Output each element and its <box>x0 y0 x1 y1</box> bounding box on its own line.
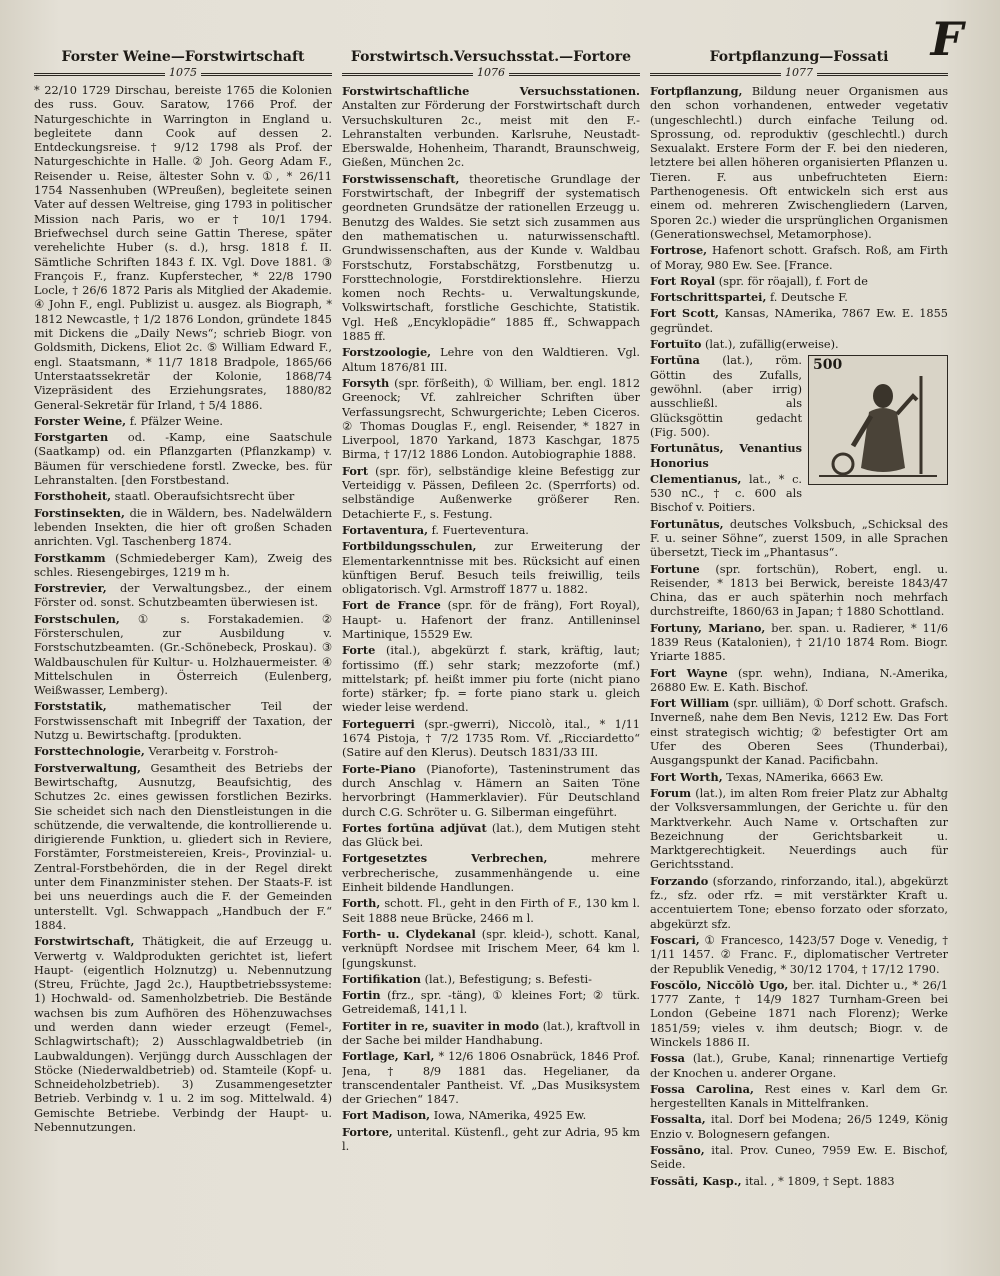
dictionary-entry <box>650 696 948 768</box>
dictionary-entry <box>342 376 640 463</box>
entry-headword: Fortunātus, <box>650 516 724 531</box>
dictionary-entry <box>342 1108 640 1123</box>
dictionary-entry <box>34 699 332 743</box>
dictionary-entry <box>650 274 948 289</box>
entry-text: (sforzando, rinforzando, ital.), abgekürzt fz., sfz. oder rfz. = mit verstärkter Kraft u. accentuiertem Tone; ebenso forzato oder sforzato, abgekürzt sfz. <box>650 874 948 931</box>
entry-headword: Forstkamm <box>34 550 106 565</box>
dictionary-entry <box>34 506 332 550</box>
entry-text: ber. span. u. Radierer, * 11/6 1839 Reus (Katalonien), † 21/10 1874 Rom. Biogr. Yriarte 1885. <box>650 621 948 664</box>
entry-text: mehrere verbrecherische, zusammenhängende u. eine Einheit bildende Handlungen. <box>342 852 640 895</box>
column-header: Forster Weine—Forstwirtschaft <box>61 49 305 65</box>
dictionary-entry <box>650 1174 948 1189</box>
entry-headword: Fortpflanzung, <box>650 84 743 98</box>
dictionary-entry <box>342 988 640 1018</box>
column-header: Forstwirtsch.Versuchsstat.—Fortore <box>350 49 632 65</box>
entry-headword: Fossa Carolina, <box>650 1081 754 1096</box>
entry-headword: Forum <box>650 785 692 800</box>
entry-text: (lat.), dem Mutigen steht das Glück bei. <box>342 821 640 850</box>
page-number: 1076 <box>473 67 509 79</box>
entry-text: (Schmiedeberger Kam), Zweig des schles. Riesengebirges, 1219 m h. <box>34 551 332 579</box>
dictionary-entry <box>650 1051 948 1081</box>
page-number-rule <box>342 68 640 80</box>
dictionary-entry <box>650 562 948 620</box>
dictionary-entry <box>650 243 948 273</box>
entry-headword: Fort Royal <box>650 273 716 288</box>
entry-headword: Fortiter in re, suaviter in modo <box>342 1018 540 1033</box>
entry-headword: Forststatik, <box>34 699 107 714</box>
entry-text: (spr. för), selbständige kleine Befestigg zur Verteidigg v. Pässen, Defileen 2c. (Sperrforts) od. selbständige Außenwerke größerer Ren. Detachierte F., s. Festung. <box>342 464 640 521</box>
entry-text: Thätigkeit, die auf Erzeugg u. Verwertg v. Waldprodukten gerichtet ist, liefert Haupt- (eigentlich Holznutzg) u. Nebennutzung (Streu, Früchte, Jagd 2c.), Hauptbetriebssysteme: 1) Hochwald- od. Samenholzbetrieb. Die Bestände wachsen bis zum Aufhören des Höhenzuwachses und werden dann wieder erzeugt (Femel-, Schlagwirtschaft); 2) Ausschlagwaldbetrieb (in Laubwaldungen). Verjüngg durch Ausschlagen der Stöcke (Niederwaldbetrieb) od. Stamteile (Kopf- u. Schneideholzbetrieb). 3) Zusammengesetzter Betrieb. Verbindg v. 1 u. 2 im sog. Mittelwald. 4) Gemischte Betriebe. Verbindg der Haupt- u. Nebennutzungen. <box>34 935 332 1135</box>
dictionary-entry <box>342 1125 640 1155</box>
dictionary-entry <box>342 1019 640 1049</box>
entry-headword: Fort de France <box>342 598 441 613</box>
entry-text: Gesamtheit des Betriebs der Bewirtschaftg, Ausnutzg, Beaufsichtig, des Schutzes 2c. eines gewissen forstlichen Bezirks. Sie scheidet sich nach den Dienstleistungen in die schützende, die verwaltende, die kontrollierende u. dirigierende Funktion, u. gliedert sich in Reviere, Forstämter, Forstmeistereien, Kreis-, Provinzial- u. Zentral-Forstbehörden, die in der Regel direkt unter dem Finanzminister stehen. Der Staats-F. ist bei uns neuerdings auch die F. der Gemeinden unterstellt. Vgl. Schwappach „Handbuch der F.“ 1884. <box>34 761 332 932</box>
entry-headword: Fort <box>342 463 369 478</box>
dictionary-entry <box>650 933 948 977</box>
dictionary-entry <box>34 489 332 504</box>
page-number-rule <box>650 68 948 80</box>
entry-list <box>342 84 640 1154</box>
entry-headword: Fortgesetztes Verbrechen, <box>342 851 548 866</box>
fortuna-figure <box>808 355 948 485</box>
dictionary-entry <box>342 172 640 345</box>
entry-text: f. Fuerteventura. <box>431 523 529 537</box>
dictionary-entry <box>650 666 948 696</box>
entry-text: (spr. fortschün), Robert, engl. u. Reisender, * 1813 bei Berwick, bereiste 1843/47 China, das er auch späterhin noch mehrfach durchstreifte, 1860/63 in Japan; † 1880 Schottland. <box>650 562 948 619</box>
entry-text: Bildung neuer Organismen aus den schon vorhandenen, entweder vegetativ (ungeschlechtl.) durch einfache Teilung od. Sprossung, od. reproduktiv (geschlechtl.) durch Sexualakt. Erstere Form der F. bei den niederen, letztere bei allen höheren organisierten Pflanzen u. Tieren. F. aus unbefruchteten Eiern: Parthenogenesis. Oft entwickeln sich erst aus einem od. mehreren Zwischengliedern (Larven, Sporen 2c.) wieder die ursprünglichen Organismen (Generationswechsel, Metamorphose). <box>650 85 948 241</box>
dictionary-entry <box>342 972 640 987</box>
entry-text: ital. Prov. Cuneo, 7959 Ew. E. Bischof, Seide. <box>650 1144 948 1172</box>
dictionary-entry <box>650 290 948 305</box>
entry-headword: Forsthoheit, <box>34 489 112 504</box>
entry-headword: Forstinsekten, <box>34 505 125 520</box>
dictionary-entry <box>650 874 948 932</box>
dictionary-entry <box>650 786 948 873</box>
dictionary-entry <box>342 345 640 375</box>
entry-headword: Forte-Piano <box>342 761 416 776</box>
dictionary-entry <box>342 927 640 971</box>
entry-text: (spr. wehn), Indiana, N.-Amerika, 26880 Ew. E. Kath. Bischof. <box>650 666 948 694</box>
entry-headword: Fortuĭto <box>650 337 702 352</box>
dictionary-entry <box>342 84 640 171</box>
entry-headword: Forstwirtschaftliche Versuchsstationen. <box>342 84 640 98</box>
entry-text: (spr. förßeith), ① William, ber. engl. 1812 Greenock; Vf. zahlreicher Schriften über Verfassungsrecht, Schwurgerichte; Leben Ciceros. ② Thomas Douglas F., engl. Reisender, * 1827 in Liverpool, 1870 Yarkand, 1873 Kaschgar, 1875 Birma, † 17/12 1886 London. Autobiographie 1888. <box>342 376 640 462</box>
dictionary-entry <box>34 934 332 1135</box>
entry-headword: Forstrevier, <box>34 581 107 596</box>
entry-headword: Fortes fortūna adjŭvat <box>342 820 487 835</box>
entry-text: Verarbeitg v. Forstroh- <box>148 745 278 759</box>
dictionary-entry <box>34 612 332 699</box>
entry-headword: Fossāno, <box>650 1143 705 1158</box>
page-number: 1077 <box>781 67 817 79</box>
page-number-rule <box>34 68 332 80</box>
entry-headword: Forstgarten <box>34 430 109 445</box>
entry-text: ① s. Forstakademien. ② Försterschulen, zur Ausbildung v. Forstschutzbeamten. (Gr.-Schönebeck, Proskau). ③ Waldbauschulen für Kultur- u. Holzhauermeister. ④ Mittelschulen in Österreich (Eulenberg, Weißwasser, Lemberg). <box>34 612 332 698</box>
entry-text: (Pianoforte), Tasteninstrument das durch Anschlag v. Hämern an Saiten Töne hervorbringt (Hammerklavier). Für Deutschland durch C.G. Schröter u. G. Silberman eingeführt. <box>342 762 640 819</box>
section-letter: F <box>930 12 964 66</box>
dictionary-entry <box>650 353 948 440</box>
dictionary-entry <box>342 896 640 926</box>
dictionary-entry <box>650 621 948 665</box>
entry-text: schott. Fl., geht in den Firth of F., 130 km l. Seit 1888 neue Brücke, 2466 m l. <box>342 897 640 925</box>
entry-text: Rest eines v. Karl dem Gr. hergestellten Kanals in Mittelfranken. <box>650 1082 948 1111</box>
entry-headword: Fossāti, Kasp., <box>650 1173 742 1188</box>
entry-text: ① Francesco, 1423/57 Doge v. Venedig, † 1/11 1457. ② Franc. F., diplomatischer Vertreter der Republik Venedig, * 30/12 1704, † 17/12 1790. <box>650 933 948 976</box>
entry-text: * 12/6 1806 Osnabrück, 1846 Prof. Jena, † 8/9 1881 das. Hegelianer, da transcendentaler Pantheist. Vf. „Das Musiksystem der Griechen“ 1847. <box>342 1050 640 1107</box>
entry-text: Texas, NAmerika, 6663 Ew. <box>726 770 884 784</box>
dictionary-entry <box>34 430 332 488</box>
entry-headword: Forteguerri <box>342 716 415 731</box>
dictionary-entry <box>342 539 640 597</box>
dictionary-entry <box>650 1082 948 1112</box>
entry-text: staatl. Oberaufsichtsrecht über <box>114 490 295 504</box>
entry-headword: Fortbildungsschulen, <box>342 539 477 554</box>
dictionary-entry <box>650 337 948 352</box>
dictionary-entry <box>34 414 332 429</box>
dictionary-entry <box>650 770 948 785</box>
entry-text: (spr. kleid-), schott. Kanal, verknüpft Nordsee mit Irischem Meer, 64 km l. [gungskunst. <box>342 927 640 970</box>
entry-text: (lat.), Befestigung; s. Befesti- <box>424 972 592 986</box>
entry-text: (spr.-gwerri), Niccolò, ital., * 1/11 1674 Pistoja, † 7/2 1735 Rom. Vf. „Ricciardetto“ (Satire auf den Klerus). Deutsch 1831/33 III. <box>342 717 640 760</box>
entry-list <box>650 84 948 1189</box>
entry-headword: Fortunātus, Venantius Honorius Clementianus, <box>650 441 802 486</box>
entry-headword: Fortaventura, <box>342 522 429 537</box>
entry-headword: Fortifikation <box>342 971 422 986</box>
column-1 <box>34 48 332 1262</box>
entry-headword: Forster Weine, <box>34 413 127 428</box>
dictionary-entry <box>650 84 948 242</box>
entry-text: f. Deutsche F. <box>770 291 848 305</box>
entry-text: (spr. för röajall), f. Fort de <box>718 274 868 288</box>
entry-text: Lehre von den Waldtieren. Vgl. Altum 1876/81 III. <box>342 346 640 374</box>
dictionary-entry <box>650 517 948 561</box>
entry-text: od. -Kamp, eine Saatschule (Saatkamp) od. ein Pflanzgarten (Pflanzkamp) v. Bäumen für verschiedene forstl. Zwecke, bes. für Lehranstalten. [den Forstbestand. <box>34 431 332 488</box>
column-3 <box>650 48 948 1262</box>
dictionary-entry <box>34 551 332 581</box>
dictionary-entry <box>342 523 640 538</box>
entry-text: Anstalten zur Förderung der Forstwirtschaft durch Versuchskulturen 2c., meist mit den F.-Lehranstalten verbunden. Karlsruhe, Neustadt-Eberswalde, Hohenheim, Tharandt, Braunschweig, Gießen, München 2c. <box>342 99 640 170</box>
dictionary-entry <box>342 717 640 761</box>
dictionary-entry <box>34 84 332 413</box>
entry-headword: Fossalta, <box>650 1112 706 1127</box>
entry-text: f. Pfälzer Weine. <box>129 414 223 428</box>
dictionary-entry <box>342 598 640 642</box>
entry-text: Iowa, NAmerika, 4925 Ew. <box>433 1109 587 1123</box>
dictionary-entry <box>342 762 640 820</box>
dictionary-entry <box>342 851 640 895</box>
entry-text: ital. Dorf bei Modena; 26/5 1249, König Enzio v. Bolognesern gefangen. <box>650 1113 948 1141</box>
dictionary-entry <box>342 643 640 715</box>
entry-text: die in Wäldern, bes. Nadelwäldern lebenden Insekten, die hier oft großen Schaden anrichten. Vgl. Taschenberg 1874. <box>34 506 332 549</box>
entry-text: deutsches Volksbuch, „Schicksal des F. u. seiner Söhne“, zuerst 1509, in alle Sprachen übersetzt, Tieck im „Phantasus“. <box>650 517 948 560</box>
entry-text: (lat.), röm. Göttin des Zufalls, gewöhnl. (aber irrig) ausschließl. als Glücksgöttin gedacht (Fig. 500). <box>650 354 802 439</box>
entry-headword: Fort Worth, <box>650 769 723 784</box>
entry-text: (ital.), abgekürzt f. stark, kräftig, laut; fortissimo (ff.) sehr stark; mezzoforte (mf.) mittelstark; pf. heißt immer piu forte (nicht piano forte) stärker; fp. = forte piano stark u. gleich wieder leise werdend. <box>342 644 640 715</box>
entry-headword: Forstwissenschaft, <box>342 171 460 186</box>
entry-list <box>34 84 332 1135</box>
dictionary-entry <box>34 744 332 759</box>
entry-headword: Fort Madison, <box>342 1108 431 1123</box>
entry-headword: Forzando <box>650 873 709 888</box>
entry-text: zur Erweiterung der Elementarkenntnisse mit bes. Rücksicht auf einen künftigen Beruf. Besuch teils freiwillig, teils obligatorisch. Vgl. Armstroff 1877 u. 1882. <box>342 540 640 597</box>
entry-text: Hafenort schott. Grafsch. Roß, am Firth of Moray, 980 Ew. See. [France. <box>650 244 948 272</box>
entry-text: der Verwaltungsbez., der einem Förster od. sonst. Schutzbeamten überwiesen ist. <box>34 582 332 610</box>
entry-headword: Fortin <box>342 988 381 1003</box>
figure-number: 500 <box>813 357 843 374</box>
entry-text: * 22/10 1729 Dirschau, bereiste 1765 die Kolonien des russ. Gouv. Saratow, 1766 Prof. der Naturgeschichte in Warrington in England u. begleitete dann Cook auf dessen 2. Entdeckungsreise. † 9/12 1798 als Prof. der Naturgeschichte in Halle. ② Joh. Georg Adam F., Reisender u. Reise, ältester Sohn v. ①, * 26/11 1754 Nassenhuben (WPreußen), begleitete seinen Vater auf dessen Weltreise, ging 1793 in politischer Mission nach Paris, wo er † 10/1 1794. Briefwechsel durch seine Gattin Therese, später verehelichte Huber (s. d.), hrsg. 1818 f. II. Sämtliche Schriften 1843 f. IX. Vgl. Dove 1881. ③ François F., franz. Kupferstecher, * 22/8 1790 Locle, † 26/6 1872 Paris als Mitglied der Akademie. ④ John F., engl. Publizist u. ausgez. als Biograph, * 1812 Newcastle, † 1/2 1876 London, gründete 1845 mit Dickens die „Daily News“; schrieb Biogr. von Goldsmith, Dickens, Eliot 2c. ⑤ William Edward F., engl. Staatsmann, * 11/7 1818 Bradpole, 1865/66 Unterstaatssekretär der Kolonie, 1868/74 Vizepräsident des Erziehungsrates, 1880/82 General-Sekretär für Irland, † 5/4 1886. <box>34 84 332 412</box>
entry-headword: Fortschrittspartei, <box>650 290 767 305</box>
column-2 <box>342 48 640 1262</box>
entry-headword: Forth, <box>342 896 381 911</box>
dictionary-entry <box>650 1143 948 1173</box>
entry-text: (frz., spr. -täng), ① kleines Fort; ② türk. Getreidemaß, 141,1 l. <box>342 989 640 1017</box>
entry-headword: Fortrose, <box>650 243 708 258</box>
entry-headword: Forte <box>342 643 376 658</box>
dictionary-entry <box>342 464 640 522</box>
dictionary-entry <box>34 581 332 611</box>
entry-headword: Forsyth <box>342 375 390 390</box>
dictionary-entry <box>34 761 332 934</box>
entry-headword: Forth- u. Clydekanal <box>342 926 476 941</box>
entry-headword: Forstverwaltung, <box>34 760 141 775</box>
entry-headword: Fortlage, Karl, <box>342 1049 435 1064</box>
entry-headword: Foscari, <box>650 932 700 947</box>
entry-headword: Fossa <box>650 1051 685 1066</box>
entry-headword: Fort Wayne <box>650 665 728 680</box>
entry-headword: Fortune <box>650 561 700 576</box>
entry-text: unterital. Küstenfl., geht zur Adria, 95 km l. <box>342 1125 640 1154</box>
entry-headword: Fortuny, Mariano, <box>650 620 766 635</box>
entry-text: (spr. för de fräng), Fort Royal), Haupt- u. Hafenort der franz. Antilleninsel Martinique, 15529 Ew. <box>342 599 640 641</box>
entry-headword: Forstschulen, <box>34 611 120 626</box>
entry-text: (lat.), zufällig(erweise). <box>704 338 839 352</box>
entry-text: lat., * c. 530 nC., † c. 600 als Bischof v. Poitiers. <box>650 472 803 515</box>
entry-text: (spr. uilliäm), ① Dorf schott. Grafsch. Inverneß, nahe dem Ben Nevis, 1212 Ew. Das Fort einst strategisch wichtig; ② befestigter Ort am Ufer des Oberen Sees (Thunderbai), Ausgangspunkt der Kanad. Pacificbahn. <box>650 697 948 768</box>
entry-text: (lat.), im alten Rom freier Platz zur Abhaltg der Volksversammlungen, der Gerichte u. für den Marktverkehr. Auch Name v. Ortschaften zur Bezeichnung der Gerichtsbarkeit u. Marktgerechtigkeit. Neuerdings auch für Gerichtsstand. <box>650 786 948 872</box>
entry-text: ber. ital. Dichter u., * 26/1 1777 Zante, † 14/9 1827 Turnham-Green bei London (Gebeine 1871 nach Florenz); Werke 1851/59; vieles v. ihm deutsch; Biogr. v. de Winckels 1886 II. <box>650 978 948 1049</box>
entry-headword: Forstzoologie, <box>342 345 432 360</box>
dictionary-entry <box>342 1049 640 1107</box>
dictionary-entry <box>650 306 948 336</box>
entry-text: (lat.), Grube, Kanal; rinnenartige Vertiefg der Knochen u. anderer Organe. <box>650 1052 948 1080</box>
entry-headword: Fortore, <box>342 1124 393 1139</box>
entry-text: (lat.), kraftvoll in der Sache bei milder Handhabung. <box>342 1019 640 1047</box>
column-header: Fortpflanzung—Fossati <box>709 49 889 65</box>
dictionary-entry <box>342 821 640 851</box>
dictionary-entry <box>650 978 948 1050</box>
entry-headword: Fortūna <box>650 353 700 368</box>
fortuna-statue-icon <box>809 356 947 484</box>
entry-headword: Forsttechnologie, <box>34 744 145 759</box>
entry-text: ital. , * 1809, † Sept. 1883 <box>745 1174 895 1188</box>
entry-text: theoretische Grundlage der Forstwirtschaft, der Inbegriff der systematisch geordneten Grundsätze der rationellen Erzeugg u. Benutzg des Waldes. Sie setzt sich zusammen aus den mathematischen u. naturwissenschaftl. Grundwissenschaften, aus der Kunde v. Waldbau Forstschutz, Forstabschätzg, Forstbenutzg u. Forsttechnologie, Forstdirektionslehre. Hierzu komen noch Rechts- u. Verwaltungskunde, Volkswirtschaft, forstliche Geschichte, Statistik. Vgl. Heß „Encyklopädie“ 1885 ff., Schwappach 1885 ff. <box>342 172 640 344</box>
dictionary-entry <box>650 1112 948 1142</box>
entry-text: mathematischer Teil der Forstwissenschaft mit Inbegriff der Taxation, der Nutzg u. Bewirtschaftg. [produkten. <box>34 700 332 743</box>
entry-headword: Forstwirtschaft, <box>34 934 135 949</box>
entry-headword: Foscŏlo, Niccŏlò Ugo, <box>650 977 789 992</box>
entry-text: Kansas, NAmerika, 7867 Ew. E. 1855 gegründet. <box>650 307 948 335</box>
entry-headword: Fort Scott, <box>650 306 719 321</box>
page-number: 1075 <box>165 67 201 79</box>
entry-headword: Fort William <box>650 696 730 711</box>
